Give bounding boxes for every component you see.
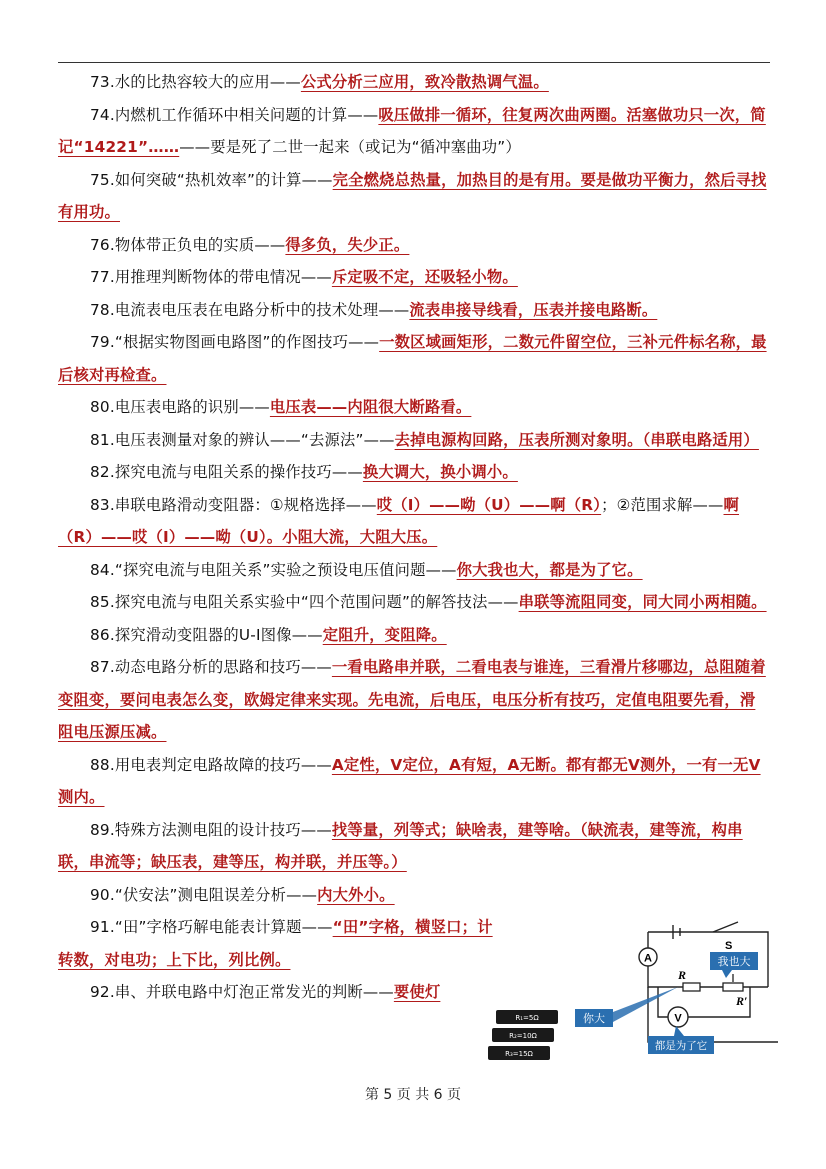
rheostat-label: R′	[736, 994, 748, 1008]
top-rule	[58, 62, 770, 63]
item-90: 90.“伏安法”测电阻误差分析——内大外小。	[90, 885, 395, 904]
item-82: 82.探究电流与电阻关系的操作技巧——换大调大，换小调小。	[90, 463, 518, 481]
rheostat	[723, 983, 743, 991]
item-84: 84.“探究电流与电阻关系”实验之预设电压值问题——你大我也大，都是为了它。	[90, 560, 643, 579]
item-75: 75.如何突破“热机效率”的计算——完全燃烧总热量，加热目的是有用。要是做功平衡力，然后寻找有用功。	[58, 170, 767, 221]
voltmeter	[668, 1007, 688, 1027]
item-85: 85.探究电流与电阻关系实验中“四个范围问题”的解答技法——串联等流阻同变，同大同小两相随。	[90, 593, 767, 611]
circuit-figure	[488, 912, 778, 1072]
item-78: 78.电流表电压表在电路分析中的技术处理——流表串接导线看，压表并接电路断。	[90, 300, 658, 319]
callout-bottom: 都是为了它	[654, 1040, 708, 1052]
svg-text:R₃=15Ω: R₃=15Ω	[505, 1050, 533, 1058]
item-91: 91.“田”字格巧解电能表计算题——“田”字格，横竖口；计转数，对电功；上下比，列比例。	[58, 918, 493, 969]
item-88: 88.用电表判定电路故障的技巧——A定性，V定位，A有短，A无断。都有都无V测外，一有一无V测内。	[58, 755, 761, 806]
resistor-R	[683, 983, 700, 991]
resistor-photo-2	[492, 1028, 554, 1042]
callout-top: 我也大	[717, 955, 751, 968]
item-76: 76.物体带正负电的实质——得多负，失少正。	[90, 235, 410, 254]
page-footer: 第 5 页 共 6 页	[364, 1087, 462, 1103]
resistor-photo-3	[488, 1046, 550, 1060]
item-80: 80.电压表电路的识别——电压表——内阻很大断路看。	[90, 398, 472, 416]
item-81: 81.电压表测量对象的辨认——“去源法”——去掉电源构回路，压表所测对象明。（串联电路适用）	[90, 430, 759, 449]
item-73: 73.水的比热容较大的应用——公式分析三应用，致冷散热调气温。	[90, 73, 549, 91]
resistor-photo-1	[496, 1010, 558, 1024]
item-77: 77.用推理判断物体的带电情况——斥定吸不定，还吸轻小物。	[90, 268, 518, 286]
item-86: 86.探究滑动变阻器的U-I图像——定阻升，变阻降。	[90, 625, 447, 644]
resistor-label: R	[678, 968, 687, 982]
svg-text:R₁=5Ω: R₁=5Ω	[515, 1014, 539, 1022]
item-87: 87.动态电路分析的思路和技巧——一看电路串并联，二看电表与谁连，三看滑片移哪边，总阻随着变阻变，要问电表怎么变，欧姆定律来实现。先电流，后电压，电压分析有技巧，定值电阻要先看，滑阻电压源压减。	[58, 658, 766, 741]
callout-left: 你大	[583, 1012, 605, 1025]
item-83: 83.串联电路滑动变阻器：①规格选择——哎（I）——呦（U）——啊（R）；②范围求解——啊（R）——哎（I）——呦（U）。小阻大流，大阻大压。	[58, 495, 740, 546]
voltmeter-label: V	[674, 1012, 682, 1025]
page-content	[58, 66, 770, 1009]
ammeter	[639, 948, 657, 966]
item-89: 89.特殊方法测电阻的设计技巧——找等量，列等式；缺啥表，建等啥。（缺流表，建等流，构串联，串流等；缺压表，建等压，构并联，并压等。）	[58, 820, 743, 871]
item-74: 74.内燃机工作循环中相关问题的计算——吸压做排一循环，往复两次曲两圈。活塞做功只一次，简记“14221”……——要是死了二世一起来（或记为“循冲塞曲功”）	[58, 105, 766, 156]
svg-text:R₂=10Ω: R₂=10Ω	[509, 1032, 537, 1040]
item-92: 92.串、并联电路中灯泡正常发光的判断——要使灯	[90, 983, 441, 1001]
ammeter-label: A	[644, 952, 652, 965]
switch-label: S	[725, 940, 733, 952]
item-79: 79.“根据实物图画电路图”的作图技巧——一数区域画矩形，二数元件留空位，三补元件标名称，最后核对再检查。	[58, 333, 767, 384]
